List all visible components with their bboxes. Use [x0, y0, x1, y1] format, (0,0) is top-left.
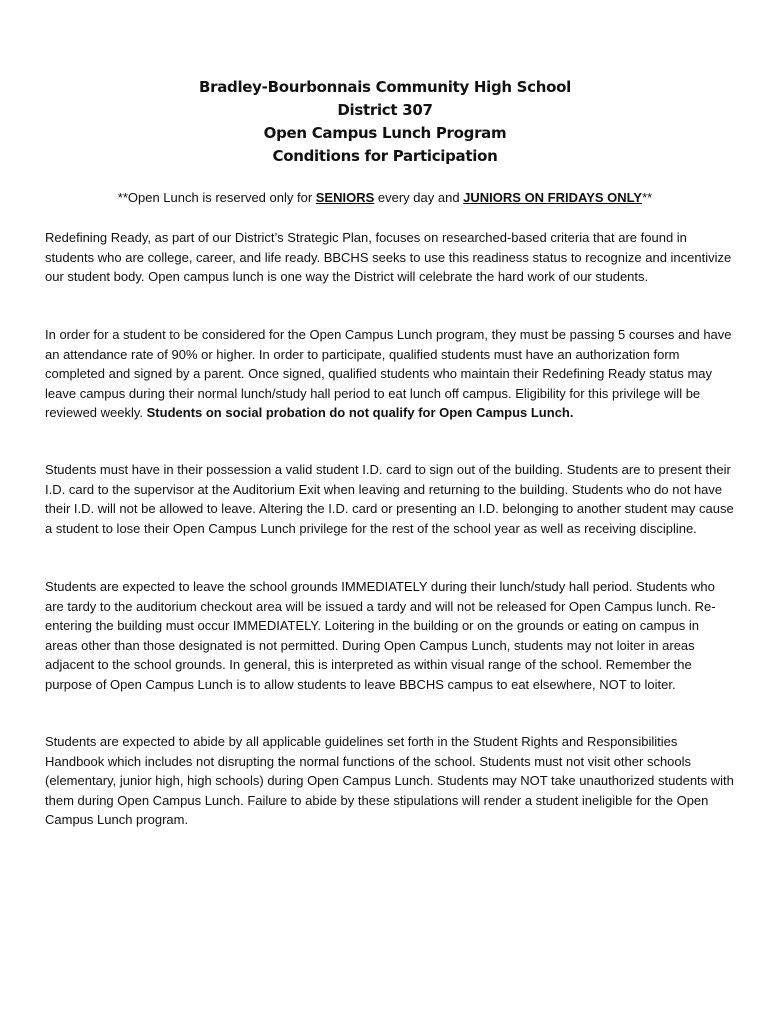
notice-middle: every day and	[374, 190, 464, 205]
paragraph-id-card: Students must have in their possession a valid student I.D. card to sign out of the building. Students are to present their I.D. card to the supervisor at the Auditorium Exit when leaving and returning to the building. Students who do not have their I.D. will not be allowed to leave. Altering the I.D. card or presenting an I.D. belonging to another student may cause a student to lose their Open Campus Lunch privilege for the rest of the school year as well as receiving discipline.	[45, 462, 734, 536]
eligibility-text: In order for a student to be considered for the Open Campus Lunch program, they must be passing 5 courses and have an attendance rate of 90% or higher. In order to participate, qualified students must have an authorization form completed and signed by a parent. Once signed, qualified students who maintain their Redefining Ready status may leave campus during their normal lunch/study hall period to eat lunch off campus. Eligibility for this privilege will be reviewed weekly.	[45, 327, 732, 420]
district-name: District 307	[337, 101, 433, 119]
paragraph-leaving-grounds: Students are expected to leave the school grounds IMMEDIATELY during their lunch/study hall period. Students who are tardy to the auditorium checkout area will be issued a tardy and will not be released for Open Campus lunch. Re-entering the building must occur IMMEDIATELY. Loitering in the building or on the grounds or eating on campus in areas other than those designated is not permitted. During Open Campus Lunch, students may not loiter in areas adjacent to the school grounds. In general, this is interpreted as within visual range of the school. Remember the purpose of Open Campus Lunch is to allow students to leave BBCHS campus to eat elsewhere, NOT to loiter.	[45, 579, 716, 692]
notice-suffix: **	[642, 190, 653, 205]
document-subtitle: Conditions for Participation	[272, 147, 498, 165]
paragraph-guidelines: Students are expected to abide by all applicable guidelines set forth in the Student Rights and Responsibilities Handbook which includes not disrupting the normal functions of the school. Students must not visit other schools (elementary, junior high, high schools) during Open Campus Lunch. Students may NOT take unauthorized students with them during Open Campus Lunch. Failure to abide by these stipulations will render a student ineligible for the Open Campus Lunch program.	[45, 734, 734, 827]
document-header	[0, 76, 770, 168]
paragraph-redefining-ready: Redefining Ready, as part of our District’s Strategic Plan, focuses on researched-based criteria that are found in students who are college, career, and life ready. BBCHS seeks to use this readiness status to recognize and incentivize our student body. Open campus lunch is one way the District will celebrate the hard work of our students.	[45, 230, 732, 284]
program-title: Open Campus Lunch Program	[263, 124, 507, 142]
notice-prefix: **Open Lunch is reserved only for	[117, 190, 316, 205]
paragraph-eligibility	[45, 325, 735, 423]
juniors-highlight: JUNIORS ON FRIDAYS ONLY	[463, 190, 643, 205]
eligibility-notice	[0, 190, 770, 205]
seniors-highlight: SENIORS	[315, 190, 375, 205]
school-name: Bradley-Bourbonnais Community High School	[198, 78, 572, 96]
social-probation-note: Students on social probation do not qualify for Open Campus Lunch.	[146, 405, 574, 420]
